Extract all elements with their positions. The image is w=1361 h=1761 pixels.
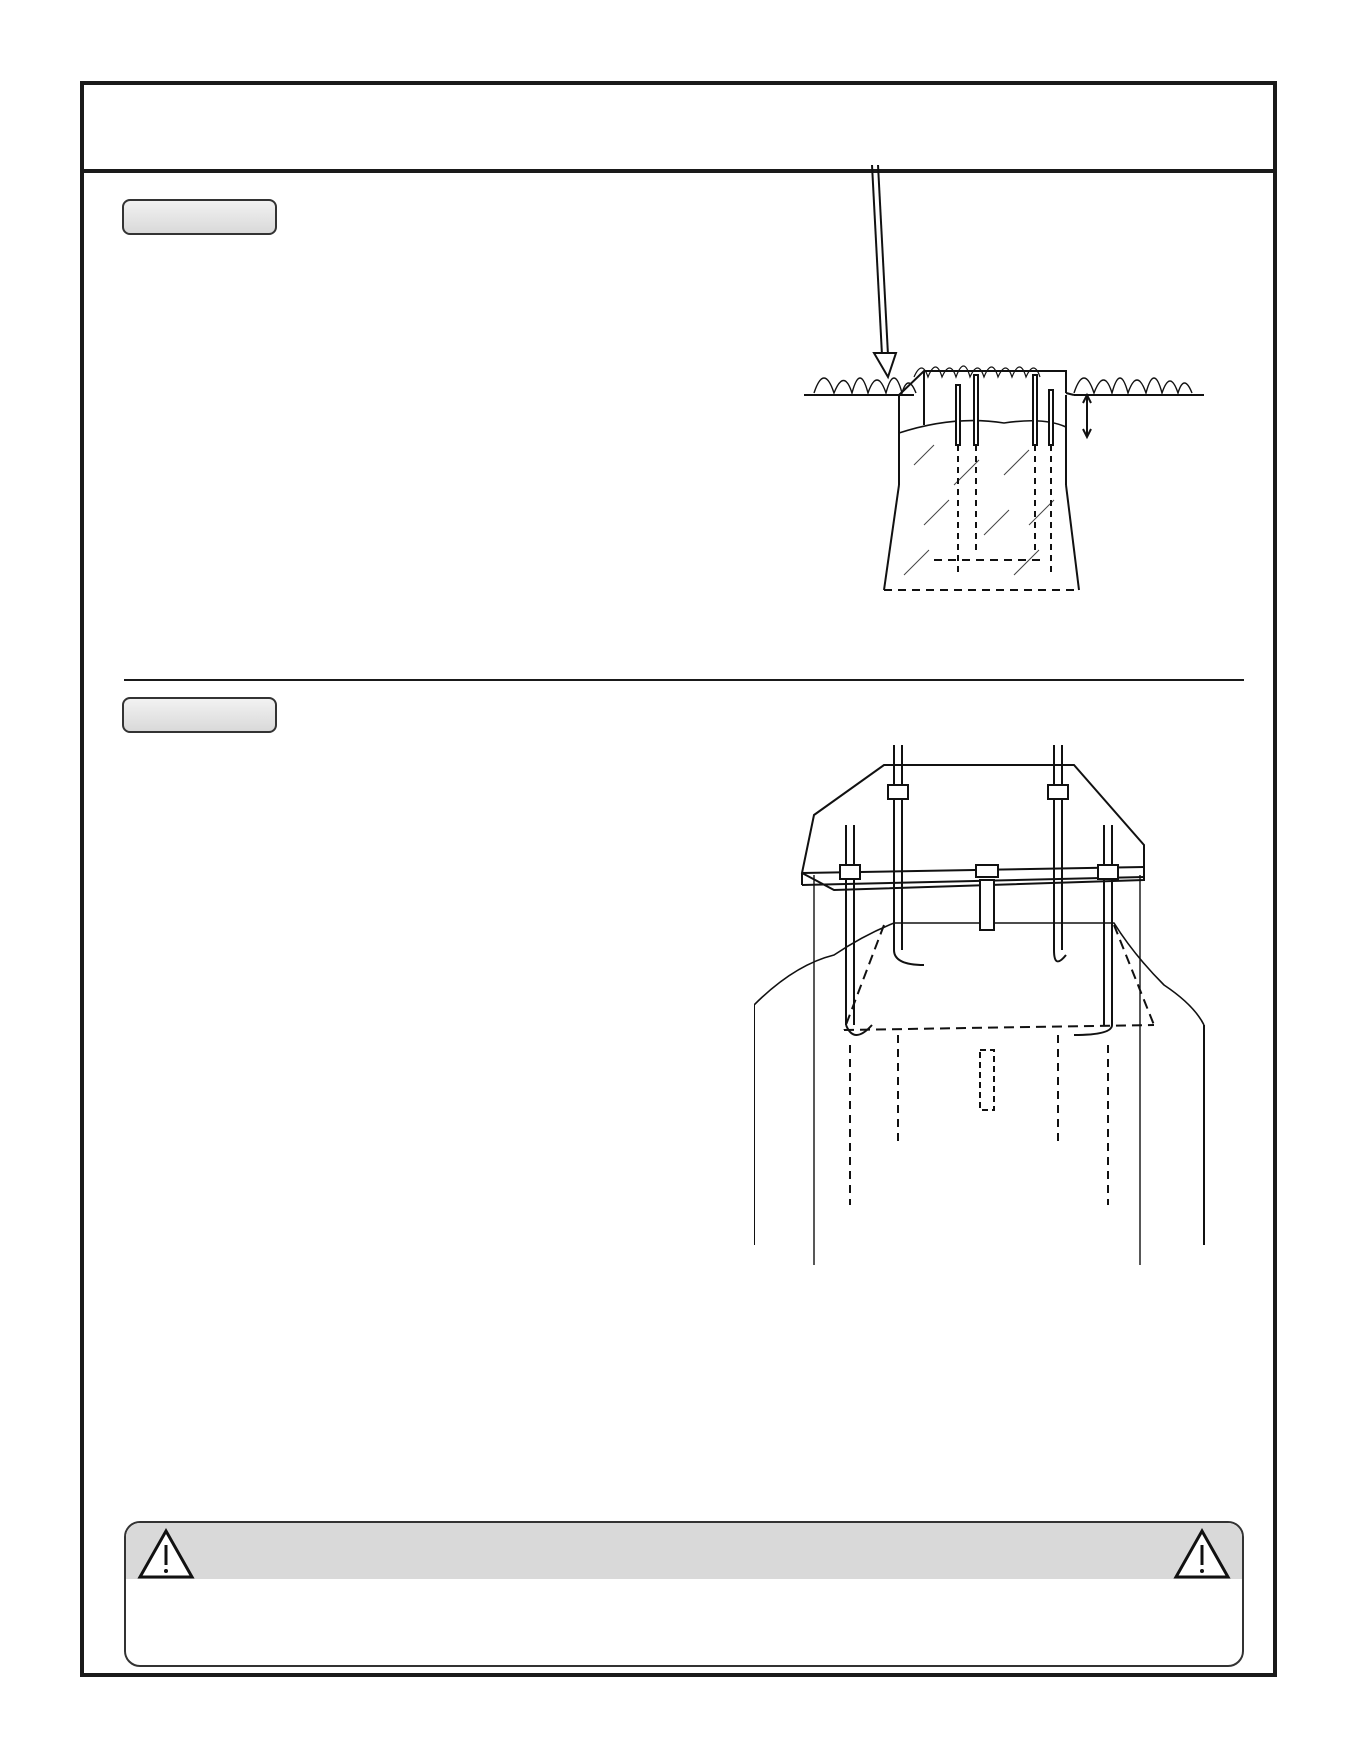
- grass-right: [1074, 378, 1192, 393]
- grass-left: [814, 378, 916, 393]
- depth-arrow: [1083, 395, 1091, 437]
- post-hole-illustration: [804, 165, 1204, 605]
- warning-triangle-icon: [136, 1527, 196, 1581]
- page-frame: [80, 81, 1277, 1677]
- leveling-bolt: [980, 880, 994, 930]
- step-1-tab: [122, 199, 277, 235]
- buried-leveling-bolt: [980, 1050, 994, 1110]
- hole-flare-left: [884, 485, 899, 590]
- step-2-tab: [122, 697, 277, 733]
- step-divider: [124, 679, 1244, 681]
- warning-header-band: [126, 1523, 1242, 1579]
- warning-triangle-icon: [1172, 1527, 1232, 1581]
- pier-top: [754, 923, 1204, 1025]
- base-plate-illustration: [754, 725, 1214, 1405]
- shovel-blade: [874, 353, 896, 377]
- hole-flare-right: [1066, 485, 1079, 590]
- warning-box: [124, 1521, 1244, 1667]
- header-band: [84, 85, 1273, 173]
